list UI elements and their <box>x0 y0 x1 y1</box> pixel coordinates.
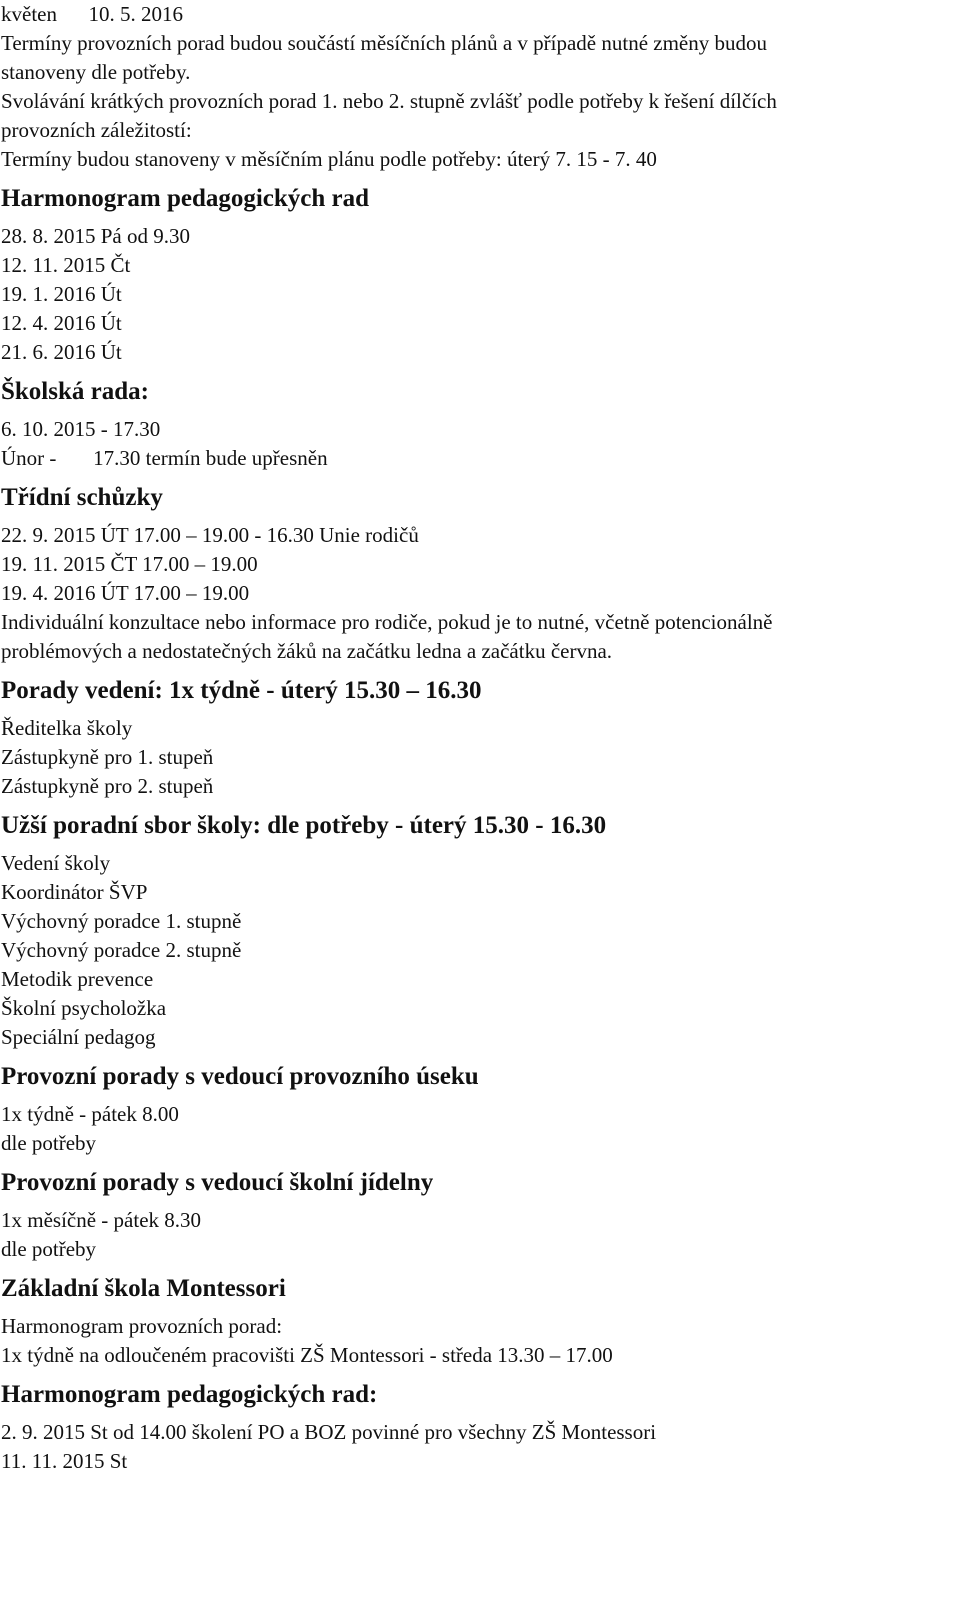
list-item: Únor - 17.30 termín bude upřesněn <box>1 446 328 470</box>
list-item: 21. 6. 2016 Út <box>1 340 122 364</box>
intro-section <box>1 0 960 174</box>
section-heading: Harmonogram pedagogických rad: <box>1 1381 378 1408</box>
list-item: Speciální pedagog <box>1 1025 156 1049</box>
list-item: Harmonogram provozních porad: <box>1 1314 283 1338</box>
list-item: Koordinátor ŠVP <box>1 880 148 904</box>
section-heading: Školská rada: <box>1 378 149 405</box>
list-item: 1x měsíčně - pátek 8.30 <box>1 1208 202 1232</box>
list-item: 19. 11. 2015 ČT 17.00 – 19.00 <box>1 552 258 576</box>
list-item: Metodik prevence <box>1 967 154 991</box>
text-line: Svolávání krátkých provozních porad 1. nebo 2. stupně zvlášť podle potřeby k řešení dílčích <box>1 89 777 113</box>
list-item: 1x týdně - pátek 8.00 <box>1 1102 179 1126</box>
list-item: 1x týdně na odloučeném pracovišti ZŠ Montessori - středa 13.30 – 17.00 <box>1 1343 613 1367</box>
text-line: problémových a nedostatečných žáků na začátku ledna a začátku června. <box>1 639 613 663</box>
text-line: provozních záležitostí: <box>1 118 192 142</box>
list-item: Vedení školy <box>1 851 111 875</box>
section-heading: Provozní porady s vedoucí školní jídelny <box>1 1169 434 1196</box>
list-item: Ředitelka školy <box>1 716 133 740</box>
pedagogical-meetings-section <box>1 182 960 367</box>
list-item: Zástupkyně pro 1. stupeň <box>1 745 214 769</box>
montessori-pedagogical-meetings-section <box>1 1378 960 1476</box>
text-line: Termíny budou stanoveny v měsíčním plánu podle potřeby: úterý 7. 15 - 7. 40 <box>1 147 657 171</box>
operations-meetings-section <box>1 1060 960 1158</box>
list-item: 19. 1. 2016 Út <box>1 282 122 306</box>
list-item: 6. 10. 2015 - 17.30 <box>1 417 161 441</box>
section-heading: Provozní porady s vedoucí provozního úseku <box>1 1063 479 1090</box>
section-heading: Porady vedení: 1x týdně - úterý 15.30 – 16.30 <box>1 677 482 704</box>
list-item: 22. 9. 2015 ÚT 17.00 – 19.00 - 16.30 Unie rodičů <box>1 523 419 547</box>
list-item: 19. 4. 2016 ÚT 17.00 – 19.00 <box>1 581 250 605</box>
montessori-section <box>1 1272 960 1370</box>
section-heading: Základní škola Montessori <box>1 1275 286 1302</box>
list-item: dle potřeby <box>1 1237 97 1261</box>
management-meetings-section <box>1 674 960 801</box>
section-heading: Užší poradní sbor školy: dle potřeby - úterý 15.30 - 16.30 <box>1 812 607 839</box>
list-item: Výchovný poradce 2. stupně <box>1 938 242 962</box>
canteen-meetings-section <box>1 1166 960 1264</box>
section-heading: Harmonogram pedagogických rad <box>1 185 370 212</box>
advisory-board-section <box>1 809 960 1052</box>
text-line: Individuální konzultace nebo informace pro rodiče, pokud je to nutné, včetně potencionálně <box>1 610 773 634</box>
list-item: 2. 9. 2015 St od 14.00 školení PO a BOZ povinné pro všechny ZŠ Montessori <box>1 1420 657 1444</box>
text-line: Termíny provozních porad budou součástí měsíčních plánů a v případě nutné změny budou <box>1 31 767 55</box>
list-item: Výchovný poradce 1. stupně <box>1 909 242 933</box>
list-item: 12. 4. 2016 Út <box>1 311 122 335</box>
list-item: 12. 11. 2015 Čt <box>1 253 131 277</box>
section-heading: Třídní schůzky <box>1 484 163 511</box>
date-line: květen 10. 5. 2016 <box>1 2 183 26</box>
list-item: dle potřeby <box>1 1131 97 1155</box>
text-line: stanoveny dle potřeby. <box>1 60 191 84</box>
school-board-section <box>1 375 960 473</box>
class-meetings-section <box>1 481 960 666</box>
list-item: 28. 8. 2015 Pá od 9.30 <box>1 224 190 248</box>
list-item: 11. 11. 2015 St <box>1 1449 128 1473</box>
list-item: Zástupkyně pro 2. stupeň <box>1 774 214 798</box>
list-item: Školní psycholožka <box>1 996 167 1020</box>
